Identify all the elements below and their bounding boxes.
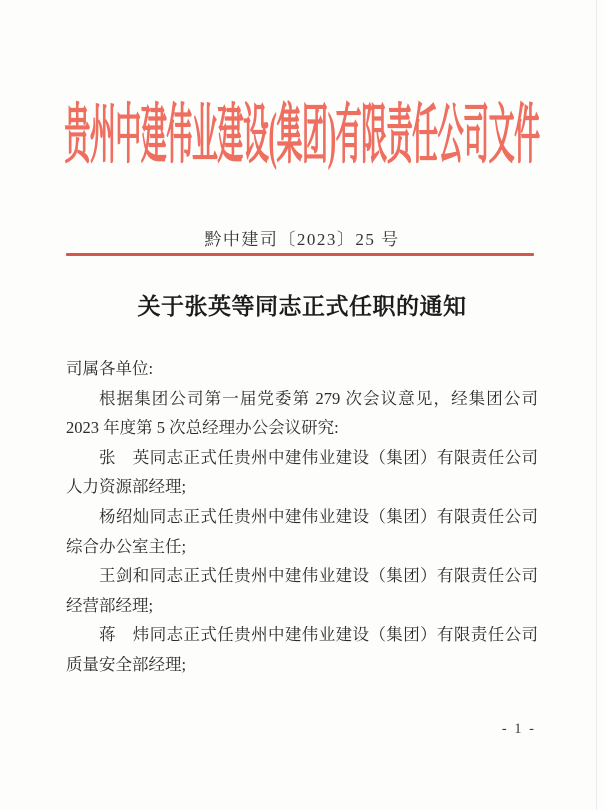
page-number: - 1 - [501, 721, 536, 737]
body-paragraph [66, 502, 538, 561]
body-line: 王剑和同志正式任贵州中建伟业建设（集团）有限责任公司 [99, 566, 538, 586]
company-banner-title: 贵州中建伟业建设(集团)有限责任公司文件 [64, 99, 540, 172]
body-line: 质量安全部经理; [66, 654, 187, 674]
body-paragraph [66, 561, 538, 620]
body-line: 2023 年度第 5 次总经理办公会议研究: [66, 418, 339, 438]
body-paragraph [66, 443, 538, 502]
body-line: 综合办公室主任; [66, 536, 187, 556]
body-line: 蒋 炜同志正式任贵州中建伟业建设（集团）有限责任公司 [99, 625, 538, 645]
body-line: 人力资源部经理; [66, 477, 187, 497]
paragraph-list [66, 384, 538, 680]
red-separator-line [66, 253, 534, 256]
salutation-line: 司属各单位: [66, 359, 154, 378]
document-body [66, 354, 538, 680]
body-line: 杨绍灿同志正式任贵州中建伟业建设（集团）有限责任公司 [99, 506, 538, 526]
body-line: 根据集团公司第一届党委第 279 次会议意见，经集团公司 [99, 388, 538, 408]
body-paragraph [66, 384, 538, 443]
body-paragraph [66, 620, 538, 679]
body-line: 张 英同志正式任贵州中建伟业建设（集团）有限责任公司 [99, 447, 538, 467]
body-line: 经营部经理; [66, 595, 154, 615]
notice-title: 关于张英等同志正式任职的通知 [137, 294, 467, 319]
document-number: 黔中建司〔2023〕25 号 [204, 230, 400, 249]
